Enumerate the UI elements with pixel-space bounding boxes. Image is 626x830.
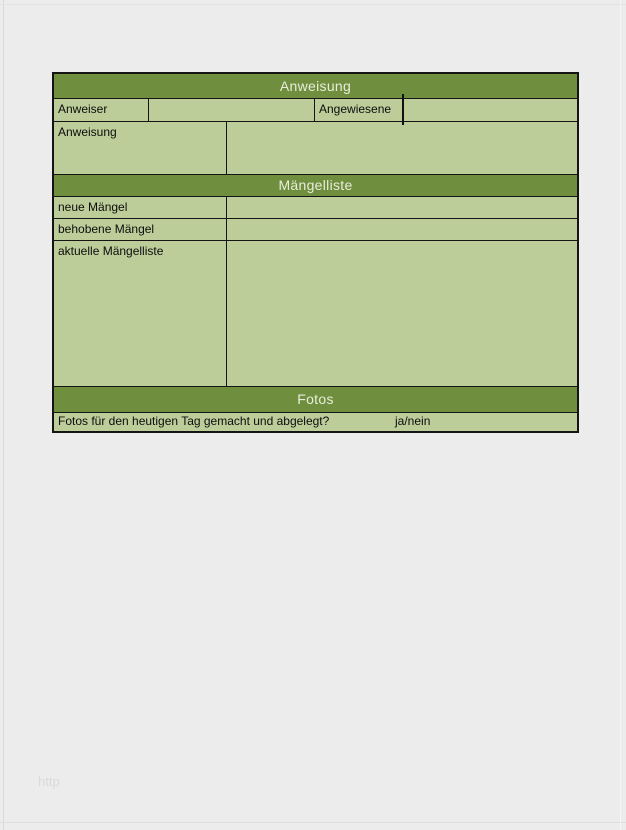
row-fotos-question [54, 413, 577, 431]
row-anweisung [54, 122, 577, 175]
text-cursor [402, 94, 404, 125]
row-aktuelle-maengelliste [54, 241, 577, 387]
behobene-maengel-label: behobene Mängel [54, 219, 227, 240]
fotos-answer-options[interactable]: ja/nein [395, 414, 431, 428]
anweiser-input-cell[interactable] [149, 99, 315, 121]
anweisung-label: Anweisung [54, 122, 227, 174]
aktuelle-maengelliste-label: aktuelle Mängelliste [54, 241, 227, 386]
neue-maengel-label: neue Mängel [54, 197, 227, 218]
behobene-maengel-input-cell[interactable] [227, 219, 577, 240]
angewiesener-label: Angewiesene [315, 99, 403, 121]
page-edge-bottom [0, 822, 626, 823]
aktuelle-maengelliste-input-cell[interactable] [227, 241, 577, 386]
angewiesener-input-cell[interactable] [403, 99, 577, 121]
fotos-question-text: Fotos für den heutigen Tag gemacht und abgelegt? [58, 414, 330, 428]
fotos-question-cell[interactable] [54, 413, 577, 431]
row-behobene-maengel [54, 219, 577, 241]
watermark-text: http [38, 774, 60, 789]
row-neue-maengel [54, 197, 577, 219]
neue-maengel-input-cell[interactable] [227, 197, 577, 218]
section-header-fotos: Fotos [54, 387, 577, 413]
anweiser-label: Anweiser [54, 99, 149, 121]
anweisung-input-cell[interactable] [227, 122, 577, 174]
row-anweiser [54, 99, 577, 122]
page-edge-right [620, 0, 621, 830]
page-edge-top [0, 4, 626, 5]
section-header-anweisung: Anweisung [54, 74, 577, 99]
section-header-maengelliste: Mängelliste [54, 175, 577, 197]
instruction-form-table [52, 72, 579, 433]
page-edge-left [3, 0, 4, 830]
